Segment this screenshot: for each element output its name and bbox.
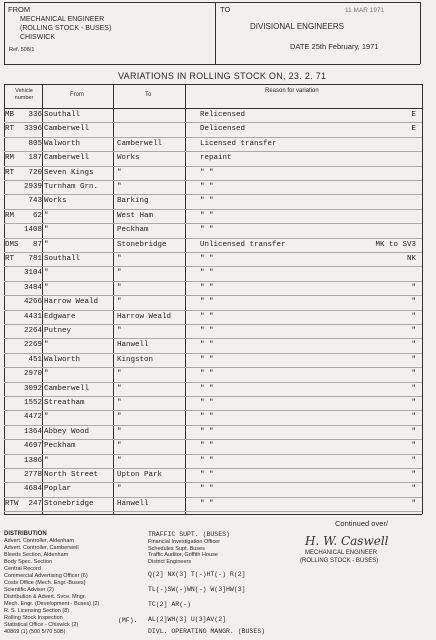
depot-code-line: TC(2] AR(-) — [148, 601, 191, 608]
row-reason: " " — [200, 499, 214, 508]
row-reason: " " — [200, 183, 214, 191]
row-extra: " — [411, 283, 416, 292]
row-prefix: DMS — [5, 240, 19, 249]
traffic-footer: DIVL. OPERATING MANGR. (BUSES) — [148, 628, 266, 635]
row-vehicle-number: 4697 — [23, 442, 42, 451]
continued-note: Continued over/ — [335, 519, 388, 528]
row-extra: " — [411, 399, 416, 407]
row-vehicle-number: 4431 — [23, 312, 42, 321]
traffic-item: Schedules Supt. Buses — [148, 545, 205, 552]
row-reason: " " — [200, 485, 214, 494]
row-from: Peckham — [44, 442, 76, 451]
table-bottom-border — [4, 514, 422, 515]
header-bottom-border — [4, 64, 420, 65]
row-rule — [4, 238, 422, 239]
row-reason: " " — [200, 399, 214, 407]
col-divider-from — [113, 84, 114, 514]
row-from: Streatham — [44, 399, 85, 407]
row-reason: " " — [200, 211, 214, 220]
row-rule — [4, 367, 422, 368]
row-reason: repaint — [200, 154, 232, 163]
row-from: Southall — [44, 111, 81, 119]
row-vehicle-number: 62 — [32, 211, 42, 220]
row-from: " — [44, 226, 49, 235]
from-line-2: (ROLLING STOCK - BUSES) — [20, 25, 112, 32]
row-vehicle-number: 87 — [32, 240, 42, 249]
row-from: " — [44, 211, 49, 220]
row-extra: MK to SV3 — [375, 240, 416, 249]
depot-code-line: AL(2]WH(3] U(3]AV(2] — [148, 616, 227, 623]
row-extra: " — [411, 442, 416, 451]
row-rule — [4, 511, 422, 512]
distribution-item: Advert. Controller, Camberwell — [4, 545, 79, 551]
col-divider-vehicle — [42, 84, 43, 514]
row-vehicle-number: 3484 — [23, 283, 42, 292]
row-extra: " — [411, 413, 416, 422]
row-vehicle-number: 743 — [28, 197, 42, 206]
row-rule — [4, 122, 422, 123]
row-reason: " " — [200, 427, 214, 436]
row-to: Hanwell — [117, 341, 149, 350]
row-rule — [4, 482, 422, 483]
row-reason: " " — [200, 226, 214, 235]
row-vehicle-number: 2269 — [23, 341, 42, 350]
distribution-item: Body Spec. Section — [4, 559, 53, 565]
row-extra: " — [411, 312, 416, 321]
page-title: VARIATIONS IN ROLLING STOCK ON, 23. 2. 71 — [118, 71, 327, 81]
row-extra: " — [411, 499, 416, 508]
distribution-item: Rolling Stock Inspection — [4, 615, 63, 621]
row-to: " — [117, 183, 122, 191]
row-to: " — [117, 168, 122, 177]
row-extra: " — [411, 427, 416, 436]
distribution-item: Mech. Engr. (Development - Buses) (2) — [4, 601, 100, 607]
row-reason: " " — [200, 312, 214, 321]
row-reason: " " — [200, 442, 214, 451]
traffic-item: Traffic Auditor, Griffith House — [148, 552, 218, 558]
col-header-vehicle: Vehicle number — [14, 88, 34, 101]
col-header-from: From — [70, 92, 84, 98]
row-to: Works — [117, 154, 140, 163]
row-rule — [4, 151, 422, 152]
row-extra: NK — [406, 255, 416, 263]
memo-date: DATE 25th February, 1971 — [290, 42, 379, 51]
row-vehicle-number: 1552 — [23, 399, 42, 407]
col-header-to: To — [145, 92, 152, 98]
row-vehicle-number: 451 — [28, 355, 42, 364]
row-rule — [4, 266, 422, 267]
row-to: " — [117, 327, 122, 335]
row-prefix: RT — [5, 168, 15, 177]
from-line-3: CHISWICK — [20, 34, 55, 41]
row-rule — [4, 252, 422, 253]
row-vehicle-number: 4684 — [23, 485, 42, 494]
row-prefix: RM — [5, 211, 15, 220]
row-extra: " — [411, 355, 416, 364]
row-to: Kingston — [117, 355, 154, 364]
to-value: DIVISIONAL ENGINEERS — [250, 22, 344, 31]
row-to: Camberwell — [117, 139, 163, 148]
row-reason: " " — [200, 255, 214, 263]
row-from: " — [44, 413, 49, 422]
col-divider-to — [185, 84, 186, 514]
row-to: " — [117, 298, 122, 307]
row-rule — [4, 194, 422, 195]
row-reason: " " — [200, 355, 214, 364]
row-extra: " — [411, 298, 416, 307]
signature-title-1: MECHANICAL ENGINEER — [305, 550, 378, 556]
row-vehicle-number: 781 — [28, 255, 42, 263]
row-to: " — [117, 485, 122, 494]
header-left-border — [4, 2, 5, 64]
row-from: " — [44, 269, 49, 278]
depot-code-line: TL(-)SW(-)WN(-) W(3]HW(3] — [148, 586, 246, 593]
signature-title-2: (ROLLING STOCK - BUSES) — [300, 558, 379, 564]
distribution-item: Costs Office (Mech. Engr.-Buses) — [4, 580, 86, 586]
row-to: Harrow Weald — [117, 312, 172, 321]
row-rule — [4, 382, 422, 383]
row-from: Works — [44, 197, 67, 206]
row-from: Abbey Wood — [44, 427, 90, 436]
row-vehicle-number: 1386 — [23, 456, 42, 465]
row-reason: " " — [200, 370, 214, 379]
row-reason: Unlicensed transfer — [200, 240, 286, 249]
row-extra: E — [411, 125, 416, 134]
row-rule — [4, 295, 422, 296]
row-to: West Ham — [117, 211, 154, 220]
row-extra: " — [411, 341, 416, 350]
row-from: " — [44, 283, 49, 292]
from-label: FROM — [8, 5, 31, 14]
row-prefix: RTW — [5, 499, 19, 508]
row-rule — [4, 410, 422, 411]
row-to: " — [117, 283, 122, 292]
ref-number: Ref. 508/1 — [9, 47, 35, 53]
row-from: Camberwell — [44, 125, 90, 134]
row-extra: " — [411, 370, 416, 379]
row-rule — [4, 324, 422, 325]
row-vehicle-number: 4472 — [23, 413, 42, 422]
row-reason: " " — [200, 413, 214, 422]
row-from: Walworth — [44, 355, 81, 364]
row-to: " — [117, 442, 122, 451]
row-rule — [4, 137, 422, 138]
row-vehicle-number: 1364 — [23, 427, 42, 436]
row-reason: " " — [200, 168, 214, 177]
mf-note: (MF). — [118, 617, 138, 624]
row-to: " — [117, 456, 122, 465]
row-to: " — [117, 427, 122, 436]
row-prefix: RM — [5, 154, 15, 163]
row-from: " — [44, 240, 49, 249]
row-extra: " — [411, 485, 416, 494]
row-rule — [4, 396, 422, 397]
row-rule — [4, 468, 422, 469]
row-from: North Street — [44, 471, 99, 479]
distribution-item: Statistical Office - Chiswick (2) — [4, 622, 79, 628]
row-vehicle-number: 2264 — [23, 327, 42, 335]
row-rule — [4, 497, 422, 498]
row-from: Putney — [44, 327, 72, 335]
row-rule — [4, 180, 422, 181]
distribution-item: Commercial Advertising Officer (6) — [4, 573, 88, 579]
row-rule — [4, 166, 422, 167]
from-line-1: MECHANICAL ENGINEER — [20, 16, 105, 23]
row-reason: " " — [200, 269, 214, 278]
distribution-item: Central Record — [4, 566, 41, 572]
row-rule — [4, 223, 422, 224]
row-rule — [4, 454, 422, 455]
row-to: " — [117, 413, 122, 422]
row-from: Turnham Grn. — [44, 183, 99, 191]
row-from: " — [44, 370, 49, 379]
row-vehicle-number: 3092 — [23, 384, 42, 393]
row-prefix: RT — [5, 255, 15, 263]
distribution-item: Distribution & Advert. Svce. Mngr. — [4, 594, 86, 600]
row-rule — [4, 439, 422, 440]
received-stamp: 11 MAR 1971 — [345, 7, 385, 14]
row-to: Upton Park — [117, 471, 163, 479]
row-prefix: RT — [5, 125, 15, 134]
row-to: " — [117, 384, 122, 393]
row-extra: " — [411, 471, 416, 479]
depot-code-line: Q(2] NX(3] T(-)HT(-) R(2] — [148, 571, 246, 578]
signature: H. W. Caswell — [305, 534, 389, 548]
distribution-heading: DISTRIBUTION — [4, 531, 47, 537]
row-extra: " — [411, 384, 416, 393]
row-to: Stonebridge — [117, 240, 167, 249]
row-vehicle-number: 805 — [28, 139, 42, 148]
row-from: Walworth — [44, 139, 81, 148]
distribution-item: R. S. Licensing Section (8) — [4, 608, 70, 614]
row-reason: Delicensed — [200, 125, 246, 134]
row-to: " — [117, 399, 122, 407]
row-reason: " " — [200, 327, 214, 335]
row-vehicle-number: 3104 — [23, 269, 42, 278]
row-vehicle-number: 4266 — [23, 298, 42, 307]
row-from: Seven Kings — [44, 168, 94, 177]
row-reason: " " — [200, 471, 214, 479]
row-to: " — [117, 255, 122, 263]
row-vehicle-number: 2778 — [23, 471, 42, 479]
traffic-item: Financial Investigation Officer — [148, 539, 221, 545]
row-from: Camberwell — [44, 384, 90, 393]
row-vehicle-number: 2970 — [23, 370, 42, 379]
row-extra: E — [411, 111, 416, 119]
row-rule — [4, 281, 422, 282]
row-to: Hanwell — [117, 499, 149, 508]
row-reason: " " — [200, 341, 214, 350]
table-right-border — [422, 84, 423, 514]
row-rule — [4, 425, 422, 426]
row-from: " — [44, 456, 49, 465]
row-rule — [4, 338, 422, 339]
row-reason: " " — [200, 283, 214, 292]
distribution-item: Bleeds Section, Aldenham — [4, 552, 69, 558]
row-rule — [4, 209, 422, 210]
row-reason: Relicensed — [200, 111, 246, 119]
row-reason: " " — [200, 197, 214, 206]
row-extra: " — [411, 327, 416, 335]
row-from: Edgware — [44, 312, 76, 321]
row-reason: Licensed transfer — [200, 139, 277, 148]
row-reason: " " — [200, 456, 214, 465]
to-label: TO — [220, 5, 231, 14]
col-header-reason: Reason for variation — [265, 88, 319, 94]
row-to: " — [117, 370, 122, 379]
table-top-border — [4, 84, 422, 85]
row-vehicle-number: 1408 — [23, 226, 42, 235]
traffic-heading: TRAFFIC SUPT. (BUSES) — [148, 531, 230, 538]
row-to: Barking — [117, 197, 149, 206]
header-right-border — [420, 2, 421, 64]
header-divider — [215, 2, 216, 64]
row-vehicle-number: 187 — [28, 154, 42, 163]
table-left-border — [4, 84, 5, 514]
row-from: Southall — [44, 255, 81, 263]
distribution-item: 40869 (1) (500 5/70 50B) — [4, 629, 66, 635]
row-prefix: MB — [5, 111, 15, 119]
row-from: Poplar — [44, 485, 72, 494]
row-vehicle-number: 336 — [28, 111, 42, 119]
row-rule — [4, 310, 422, 311]
distribution-item: Advert. Controller, Aldenham — [4, 538, 75, 544]
row-extra: " — [411, 456, 416, 465]
table-header-border — [4, 108, 422, 109]
row-from: Stonebridge — [44, 499, 94, 508]
row-from: " — [44, 341, 49, 350]
header-top-border — [4, 2, 420, 3]
distribution-item: Scientific Adviser (2) — [4, 587, 54, 593]
row-reason: " " — [200, 298, 214, 307]
row-rule — [4, 353, 422, 354]
row-from: Camberwell — [44, 154, 90, 163]
row-to: Peckham — [117, 226, 149, 235]
row-vehicle-number: 720 — [28, 168, 42, 177]
row-to: " — [117, 269, 122, 278]
row-vehicle-number: 247 — [28, 499, 42, 508]
row-reason: " " — [200, 384, 214, 393]
row-vehicle-number: 3396 — [23, 125, 42, 134]
row-from: Harrow Weald — [44, 298, 99, 307]
traffic-item: District Engineers — [148, 558, 192, 565]
row-vehicle-number: 2939 — [23, 183, 42, 191]
